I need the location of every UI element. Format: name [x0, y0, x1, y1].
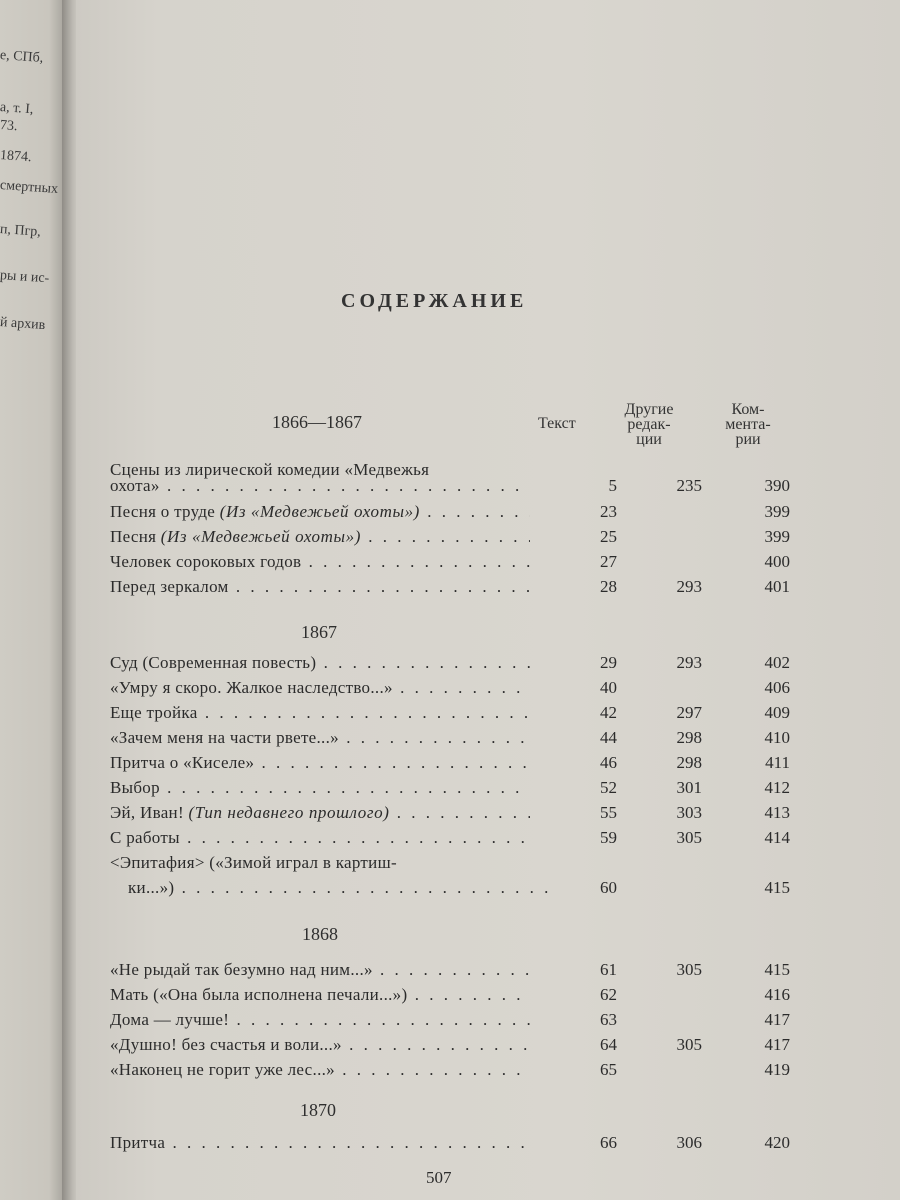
text-page: 28	[600, 577, 617, 596]
other-editions-page: 293	[676, 577, 702, 596]
text-page: 60	[600, 878, 617, 897]
entry-title: Мать («Она была исполнена печали...») . . .	[110, 985, 530, 1005]
toc-entry	[110, 985, 800, 1009]
other-editions-page: 293	[676, 653, 702, 672]
toc-entry	[110, 753, 800, 777]
entry-title: «Умру я скоро. Жалкое наследство...» . . .	[110, 678, 530, 698]
facing-page-fragment: й архив	[0, 315, 46, 334]
entry-title: Притча . . .	[110, 1133, 530, 1153]
toc-entry	[110, 828, 800, 852]
facing-page-fragment: а, т. I,	[0, 100, 34, 118]
entry-title: ки...») . . .	[110, 878, 548, 898]
page-number: 507	[426, 1168, 452, 1187]
other-editions-page: 303	[676, 803, 702, 822]
entry-title: Перед зеркалом . . .	[110, 577, 530, 597]
text-page: 62	[600, 985, 617, 1004]
column-header-other-editions	[616, 402, 682, 447]
section-year: 1868	[302, 924, 338, 944]
toc-entry	[110, 803, 800, 827]
comments-page: 411	[765, 753, 790, 772]
column-header-line: Другие	[624, 401, 674, 418]
entry-title: <Эпитафия> («Зимой играл в картиш-	[110, 853, 397, 872]
other-editions-page: 297	[676, 703, 702, 722]
text-page: 63	[600, 1010, 617, 1029]
entry-title: «Зачем меня на части рвете...» . . .	[110, 728, 530, 748]
facing-page-fragment: п, Пгр,	[0, 222, 42, 240]
text-page: 65	[600, 1060, 617, 1079]
toc-entry	[110, 728, 800, 752]
toc-entry-continuation	[110, 476, 800, 500]
entry-title: Притча о «Киселе» . . .	[110, 753, 530, 773]
comments-page: 414	[764, 828, 790, 847]
facing-page-edge	[0, 0, 70, 1200]
text-page: 55	[600, 803, 617, 822]
comments-page: 413	[764, 803, 790, 822]
facing-page-fragment: 73.	[0, 118, 19, 135]
comments-page: 399	[764, 527, 790, 546]
facing-page-fragment: е, СПб,	[0, 48, 44, 67]
section-year: 1867	[301, 622, 337, 642]
text-page: 46	[600, 753, 617, 772]
text-page: 5	[608, 476, 617, 495]
toc-entry	[110, 552, 800, 576]
entry-title: Еще тройка . . .	[110, 703, 530, 723]
text-page: 25	[600, 527, 617, 546]
other-editions-page: 301	[676, 778, 702, 797]
entry-title: охота» . . .	[110, 476, 530, 496]
text-page: 52	[600, 778, 617, 797]
column-header-line: Ком-	[731, 401, 765, 418]
comments-page: 417	[764, 1035, 790, 1054]
comments-page: 417	[764, 1010, 790, 1029]
entry-subtitle: (Из «Медвежьей охоты»)	[160, 527, 362, 546]
entry-title: Суд (Современная повесть) . . .	[110, 653, 530, 673]
entry-title: Выбор . . .	[110, 778, 530, 798]
toc-entry	[110, 653, 800, 677]
text-page: 61	[600, 960, 617, 979]
toc-entry	[110, 527, 800, 551]
column-header-line: рии	[735, 431, 761, 448]
text-page: 23	[600, 502, 617, 521]
text-page: 44	[600, 728, 617, 747]
other-editions-page: 298	[676, 753, 702, 772]
entry-title: «Наконец не горит уже лес...» . . .	[110, 1060, 530, 1080]
comments-page: 420	[764, 1133, 790, 1152]
entry-subtitle: (Тип недавнего прошлого)	[188, 803, 390, 822]
text-page: 42	[600, 703, 617, 722]
other-editions-page: 298	[676, 728, 702, 747]
comments-page: 412	[764, 778, 790, 797]
comments-page: 402	[764, 653, 790, 672]
entry-title: Дома — лучше! . . .	[110, 1010, 530, 1030]
column-header-text: Текст	[538, 415, 576, 432]
entry-title	[110, 803, 530, 823]
comments-page: 400	[764, 552, 790, 571]
other-editions-page: 235	[676, 476, 702, 495]
column-header-comments	[712, 402, 784, 447]
comments-page: 416	[764, 985, 790, 1004]
toc-entry	[110, 577, 800, 601]
text-page: 40	[600, 678, 617, 697]
toc-entry	[110, 853, 800, 877]
comments-page: 390	[764, 476, 790, 495]
text-page: 66	[600, 1133, 617, 1152]
toc-entry	[110, 960, 800, 984]
text-page: 27	[600, 552, 617, 571]
comments-page: 415	[764, 960, 790, 979]
entry-title	[110, 502, 530, 522]
toc-entry	[110, 1035, 800, 1059]
other-editions-page: 306	[676, 1133, 702, 1152]
section-year: 1870	[300, 1100, 336, 1120]
entry-subtitle: (Из «Медвежьей охоты»)	[219, 502, 420, 521]
comments-page: 406	[764, 678, 790, 697]
comments-page: 399	[764, 502, 790, 521]
facing-page-fragment: ры и ис-	[0, 268, 50, 287]
column-header-line: ции	[636, 431, 662, 448]
other-editions-page: 305	[676, 828, 702, 847]
toc-entry	[110, 1010, 800, 1034]
entry-title: «Не рыдай так безумно над ним...» . . .	[110, 960, 530, 980]
entry-title: Сцены из лирической комедии «Медвежья	[110, 460, 430, 479]
contents-page	[76, 0, 900, 1200]
toc-entry	[110, 678, 800, 702]
comments-page: 409	[764, 703, 790, 722]
toc-entry	[110, 502, 800, 526]
entry-title	[110, 527, 530, 547]
facing-page-fragment: 1874.	[0, 148, 32, 166]
comments-page: 410	[764, 728, 790, 747]
comments-page: 401	[764, 577, 790, 596]
toc-entry	[110, 1060, 800, 1084]
entry-title: Человек сороковых годов . . .	[110, 552, 530, 572]
toc-entry	[110, 703, 800, 727]
other-editions-page: 305	[676, 1035, 702, 1054]
toc-entry	[110, 1133, 800, 1157]
entry-title-text: Эй, Иван!	[110, 803, 189, 822]
entry-title-text: Песня	[110, 527, 161, 546]
other-editions-page: 305	[676, 960, 702, 979]
comments-page: 419	[764, 1060, 790, 1079]
column-header-line: мента-	[725, 416, 771, 433]
comments-page: 415	[764, 878, 790, 897]
column-header-line: редак-	[627, 416, 671, 433]
section-year: 1866—1867	[272, 412, 362, 432]
text-page: 64	[600, 1035, 617, 1054]
entry-title: С работы . . .	[110, 828, 530, 848]
page-title: СОДЕРЖАНИЕ	[341, 290, 528, 312]
facing-page-fragment: смертных	[0, 178, 59, 198]
entry-title: «Душно! без счастья и воли...» . . .	[110, 1035, 530, 1055]
toc-entry-continuation	[110, 878, 800, 902]
toc-entry	[110, 778, 800, 802]
text-page: 59	[600, 828, 617, 847]
entry-title-text: Песня о труде	[110, 502, 220, 521]
text-page: 29	[600, 653, 617, 672]
